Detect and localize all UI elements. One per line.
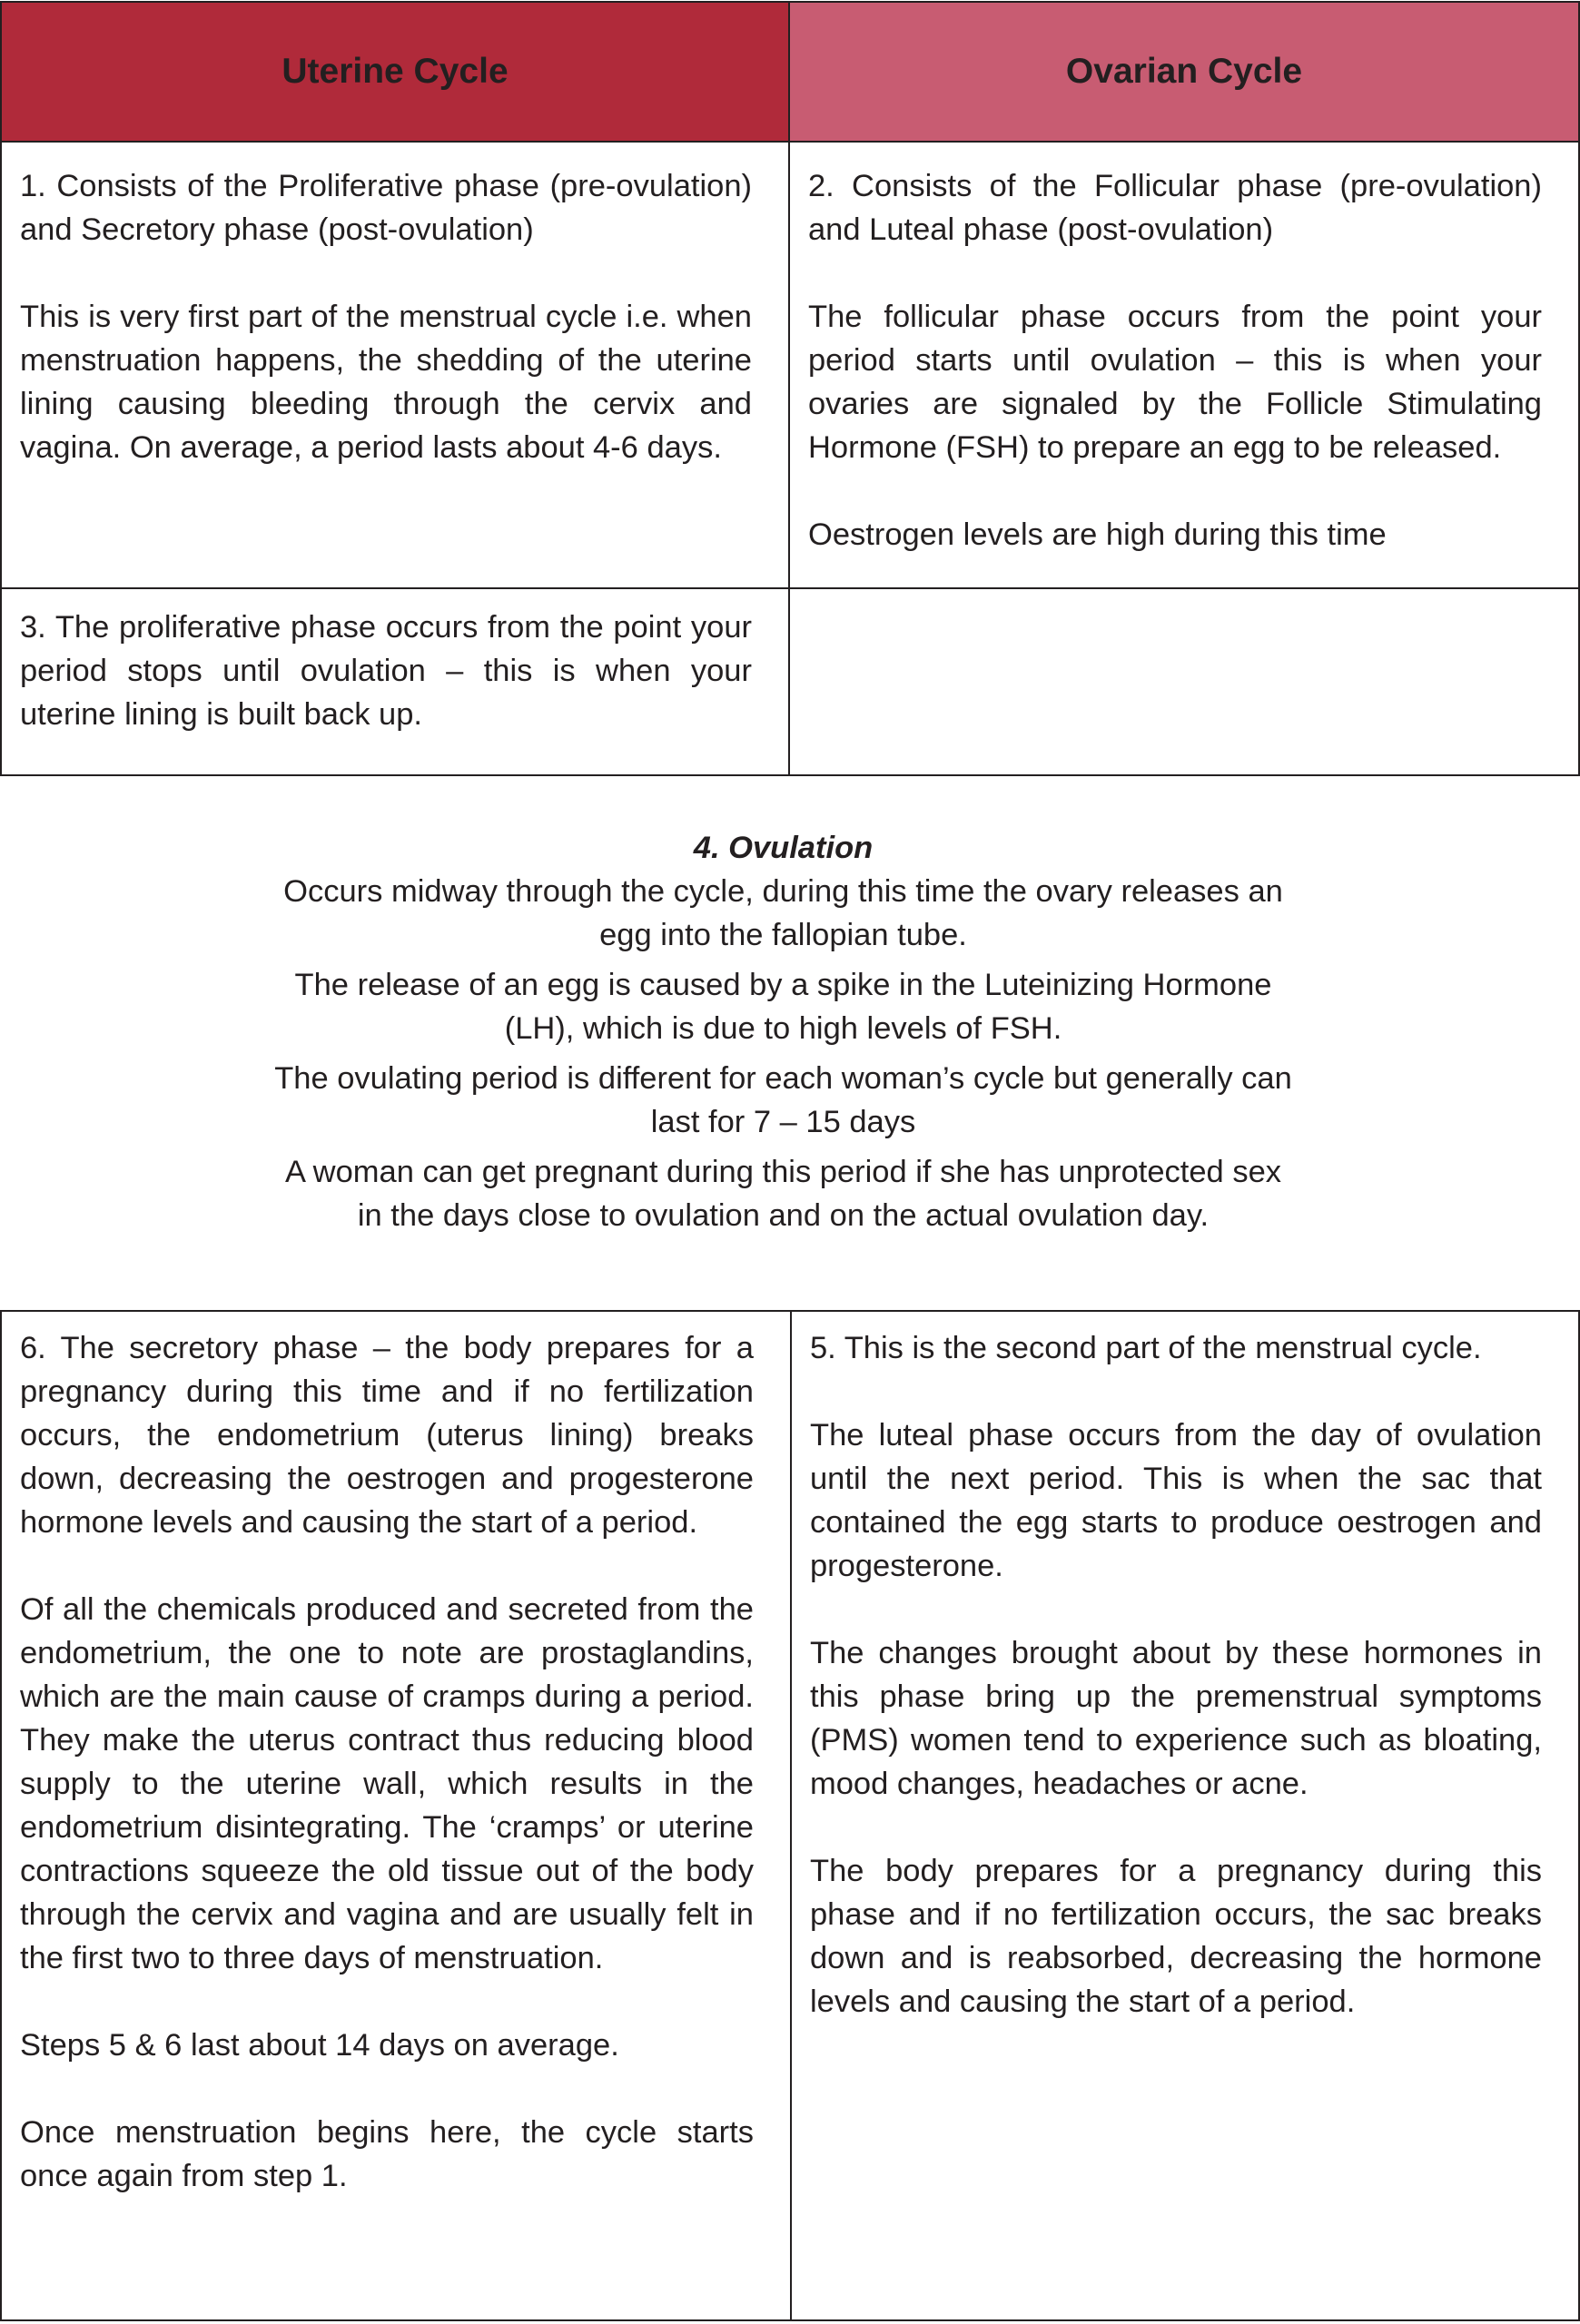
ovarian-step-5-pms: The changes brought about by these hormones in this phase bring up the premenstrual symptoms (PMS) women tend to experience such as bloating, mood changes, headaches or acne. [810,1636,1542,1801]
ovulation-text-3: The ovulating period is different for each woman’s cycle but generally can last for 7 – 15 days [274,1061,1292,1139]
uterine-step-6-duration: Steps 5 & 6 last about 14 days on average. [20,2028,619,2063]
cycle-table-top [0,1,1580,776]
ovarian-empty-cell [789,588,1579,775]
ovulation-text-4: A woman can get pregnant during this period if she has unprotected sex in the days close to ovulation and on the actual ovulation day. [284,1155,1282,1233]
uterine-step-6-restart: Once menstruation begins here, the cycle starts once again from step 1. [20,2115,754,2193]
ovarian-step-5-breakdown: The body prepares for a pregnancy during this phase and if no fertilization occurs, the sac breaks down and is reabsorbed, decreasing the hormone levels and causing the start of a period. [810,1854,1542,2019]
ovarian-step-2-note: Oestrogen levels are high during this time [808,517,1387,552]
uterine-step-3-cell [1,588,789,775]
ovulation-section [272,826,1294,1244]
uterine-step-6-detail: Of all the chemicals produced and secreted from the endometrium, the one to note are prostaglandins, which are the main cause of cramps during a period. They make the uterus contract thus reducing blood supply to the uterine wall, which results in the endometrium disintegrating. The ‘cramps’ or uterine contractions squeeze the old tissue out of the body through the cervix and vagina and are usually felt in the first two to three days of menstruation. [20,1592,754,1975]
ovarian-step-2-cell [789,142,1579,588]
ovarian-step-5-intro: 5. This is the second part of the menstrual cycle. [810,1331,1482,1365]
cycle-table-bottom [0,1310,1580,2321]
ovulation-title: 4. Ovulation [693,831,874,865]
ovarian-cycle-header: Ovarian Cycle [789,2,1579,142]
uterine-step-1-cell [1,142,789,588]
ovarian-step-5-cell [791,1311,1579,2320]
uterine-step-6-cell [1,1311,791,2320]
ovulation-text-2: The release of an egg is caused by a spike in the Luteinizing Hormone (LH), which is due to high levels of FSH. [294,968,1272,1046]
ovarian-step-2-intro: 2. Consists of the Follicular phase (pre-ovulation) and Luteal phase (post-ovulation) [808,169,1542,247]
ovulation-text-1: Occurs midway through the cycle, during this time the ovary releases an egg into the fallopian tube. [283,874,1283,952]
ovarian-step-2-detail: The follicular phase occurs from the point your period starts until ovulation – this is when your ovaries are signaled by the Follicle Stimulating Hormone (FSH) to prepare an egg to be released. [808,300,1542,465]
uterine-step-1-detail: This is very first part of the menstrual cycle i.e. when menstruation happens, the shedding of the uterine lining causing bleeding through the cervix and vagina. On average, a period lasts about 4-6 days. [20,300,752,465]
uterine-step-1-intro: 1. Consists of the Proliferative phase (pre-ovulation) and Secretory phase (post-ovulation) [20,169,752,247]
uterine-step-3-text: 3. The proliferative phase occurs from the point your period stops until ovulation – this is when your uterine lining is built back up. [20,610,752,732]
uterine-step-6-intro: 6. The secretory phase – the body prepares for a pregnancy during this time and if no fertilization occurs, the endometrium (uterus lining) breaks down, decreasing the oestrogen and progesterone hormone levels and causing the start of a period. [20,1331,754,1540]
uterine-cycle-header: Uterine Cycle [1,2,789,142]
ovarian-step-5-luteal: The luteal phase occurs from the day of ovulation until the next period. This is when the sac that contained the egg starts to produce oestrogen and progesterone. [810,1418,1542,1583]
